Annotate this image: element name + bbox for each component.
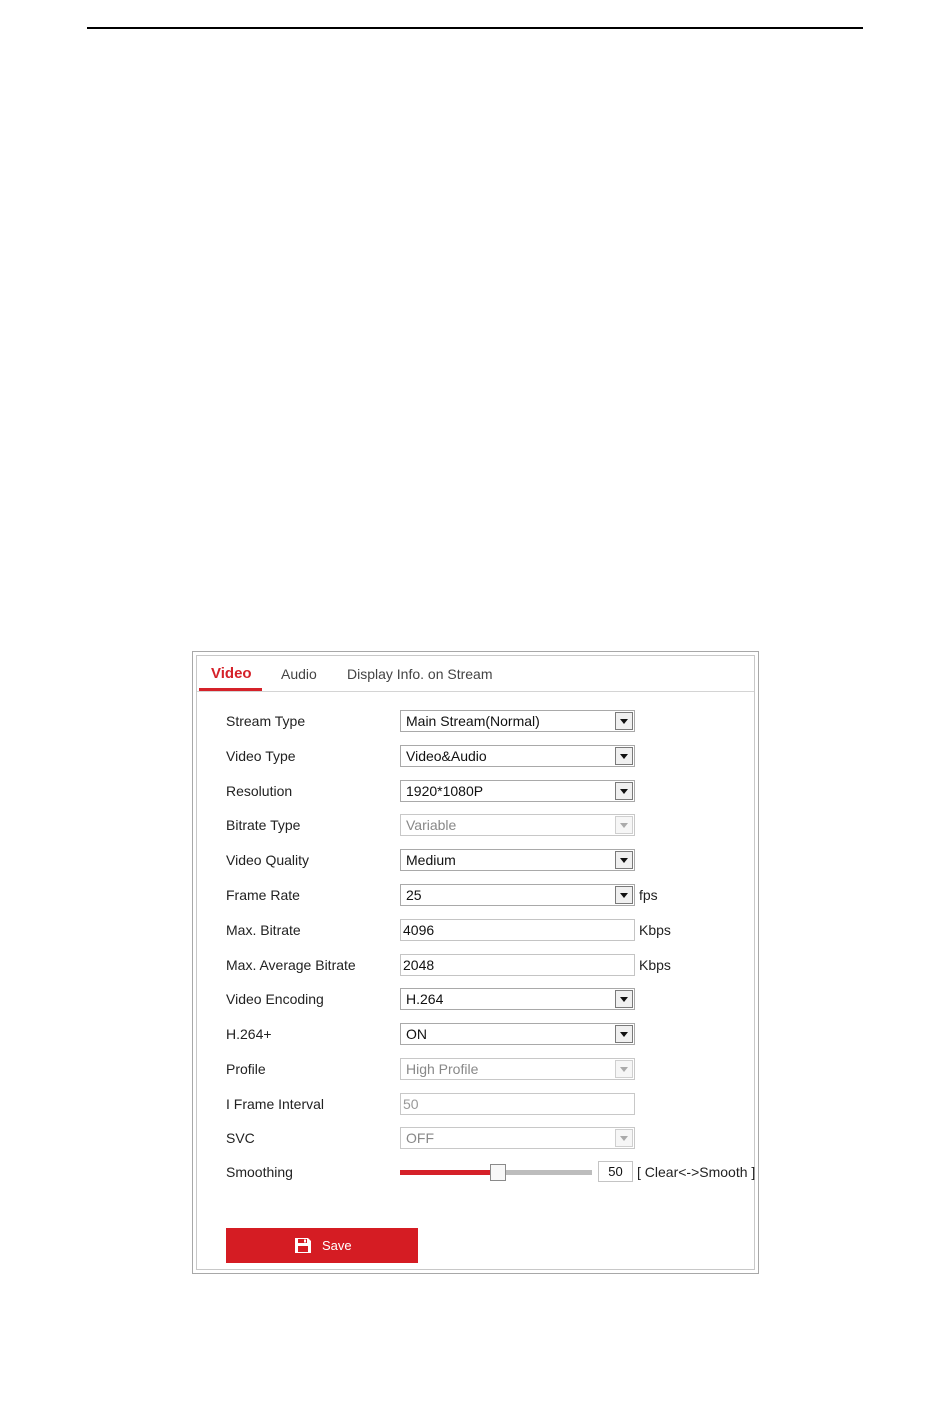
max-bitrate-input[interactable] (400, 919, 635, 941)
stream-type-row (197, 710, 754, 734)
chevron-down-icon[interactable] (615, 1025, 633, 1043)
chevron-down-icon[interactable] (615, 712, 633, 730)
chevron-down-icon (615, 1060, 633, 1078)
svc-select (400, 1127, 635, 1149)
profile-select (400, 1058, 635, 1080)
h264-plus-select[interactable] (400, 1023, 635, 1045)
chevron-down-icon[interactable] (615, 747, 633, 765)
video-encoding-select[interactable] (400, 988, 635, 1010)
chevron-down-icon (615, 816, 633, 834)
frame-rate-select[interactable] (400, 884, 635, 906)
video-settings-panel-inner (196, 655, 755, 1270)
h264-plus-label: H.264+ (226, 1026, 272, 1042)
smoothing-row (197, 1161, 754, 1185)
h264-plus-row (197, 1023, 754, 1047)
chevron-down-icon (615, 1129, 633, 1147)
video-quality-value: Medium (406, 852, 456, 868)
max-bitrate-unit: Kbps (639, 922, 671, 938)
floppy-disk-icon (295, 1238, 311, 1253)
video-type-label: Video Type (226, 748, 296, 764)
chevron-down-icon[interactable] (615, 886, 633, 904)
bitrate-type-select (400, 814, 635, 836)
frame-rate-unit: fps (639, 887, 658, 903)
svc-row (197, 1127, 754, 1151)
active-tab-indicator (199, 688, 262, 691)
video-encoding-row (197, 988, 754, 1012)
chevron-down-icon[interactable] (615, 990, 633, 1008)
max-average-bitrate-row (197, 954, 754, 978)
tab-video[interactable]: Video (211, 665, 252, 682)
resolution-label: Resolution (226, 783, 293, 799)
video-type-value: Video&Audio (406, 748, 487, 764)
smoothing-label: Smoothing (226, 1164, 293, 1180)
h264-plus-value: ON (406, 1026, 427, 1042)
frame-rate-label: Frame Rate (226, 887, 300, 903)
chevron-down-icon[interactable] (615, 782, 633, 800)
stream-type-select[interactable] (400, 710, 635, 732)
profile-label: Profile (226, 1061, 266, 1077)
video-quality-row (197, 849, 754, 873)
save-button-label: Save (322, 1238, 352, 1253)
max-bitrate-value: 4096 (403, 922, 435, 938)
max-bitrate-row (197, 919, 754, 943)
smoothing-value-input[interactable]: 50 (598, 1161, 633, 1182)
profile-row (197, 1058, 754, 1082)
resolution-row (197, 780, 754, 804)
video-encoding-label: Video Encoding (226, 991, 324, 1007)
max-average-bitrate-input[interactable] (400, 954, 635, 976)
svc-value: OFF (406, 1130, 434, 1146)
i-frame-interval-value: 50 (403, 1096, 419, 1112)
tab-bar (197, 656, 754, 692)
max-average-bitrate-value: 2048 (403, 957, 435, 973)
video-encoding-value: H.264 (406, 991, 444, 1007)
frame-rate-row (197, 884, 754, 908)
smoothing-slider-fill (400, 1170, 496, 1175)
max-average-bitrate-unit: Kbps (639, 957, 671, 973)
bitrate-type-row (197, 814, 754, 838)
video-quality-label: Video Quality (226, 852, 310, 868)
tab-display-info-on-stream[interactable]: Display Info. on Stream (347, 666, 493, 682)
bitrate-type-label: Bitrate Type (226, 817, 301, 833)
save-button[interactable] (226, 1228, 418, 1263)
frame-rate-value: 25 (406, 887, 422, 903)
tab-audio[interactable]: Audio (281, 666, 317, 682)
smoothing-slider-handle[interactable] (490, 1164, 506, 1181)
i-frame-interval-row (197, 1093, 754, 1117)
bitrate-type-value: Variable (406, 817, 457, 833)
max-bitrate-label: Max. Bitrate (226, 922, 301, 938)
smoothing-hint: [ Clear<->Smooth ] (637, 1164, 756, 1180)
stream-type-label: Stream Type (226, 713, 306, 729)
video-settings-panel (192, 651, 759, 1274)
resolution-value: 1920*1080P (406, 783, 484, 799)
profile-value: High Profile (406, 1061, 479, 1077)
chevron-down-icon[interactable] (615, 851, 633, 869)
svc-label: SVC (226, 1130, 255, 1146)
page-top-rule (87, 27, 863, 29)
max-average-bitrate-label: Max. Average Bitrate (226, 957, 356, 973)
video-type-select[interactable] (400, 745, 635, 767)
video-quality-select[interactable] (400, 849, 635, 871)
i-frame-interval-input (400, 1093, 635, 1115)
video-type-row (197, 745, 754, 769)
stream-type-value: Main Stream(Normal) (406, 713, 540, 729)
i-frame-interval-label: I Frame Interval (226, 1096, 325, 1112)
resolution-select[interactable] (400, 780, 635, 802)
